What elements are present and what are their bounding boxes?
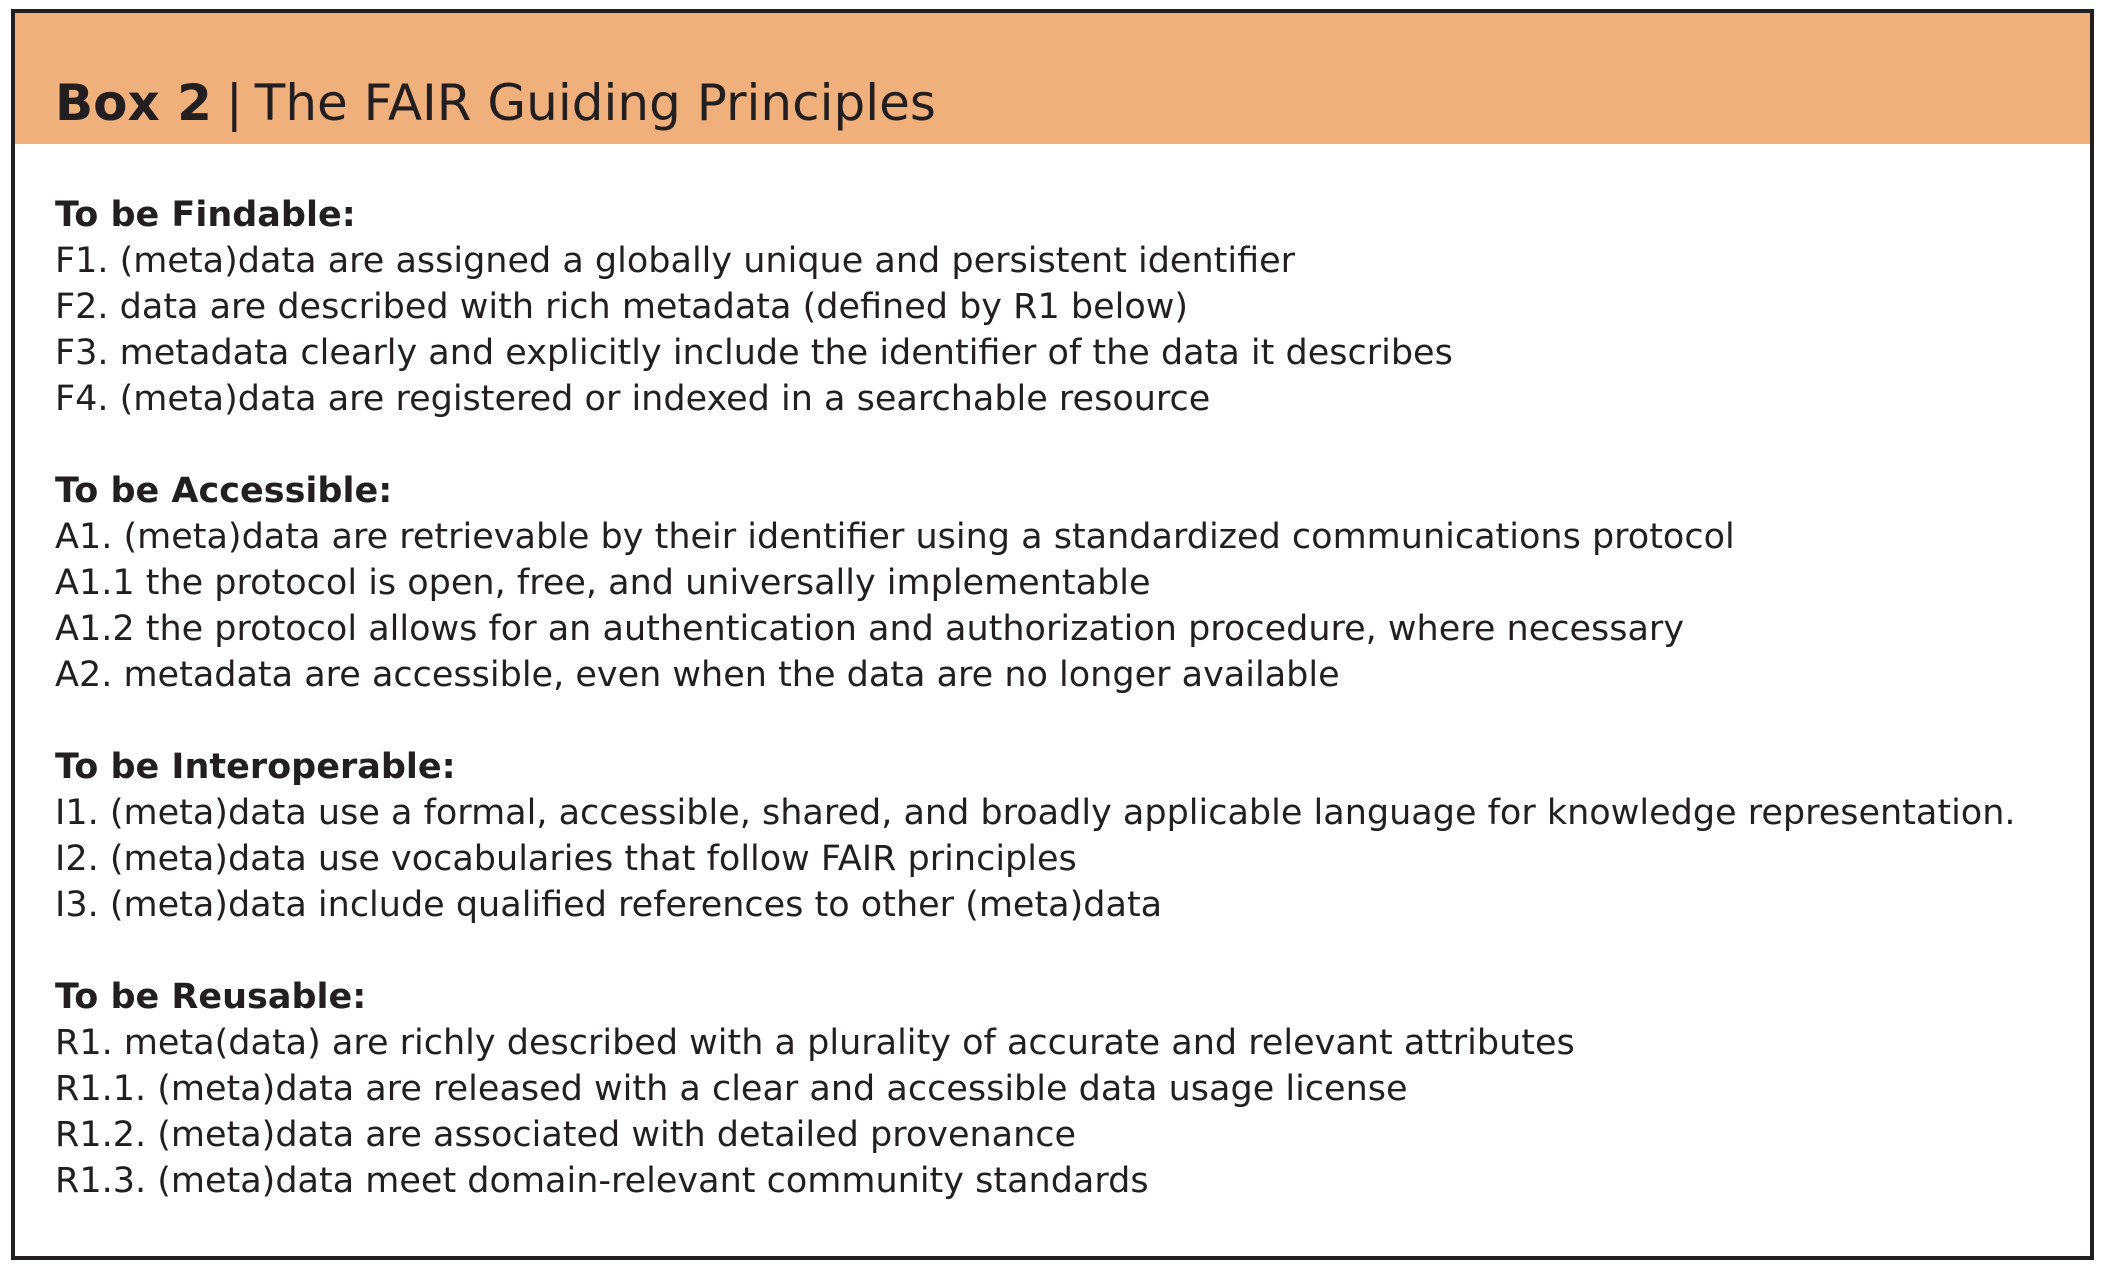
- box-header: [15, 13, 2090, 144]
- principle-a2: A2. metadata are accessible, even when the data are no longer available: [55, 655, 1340, 695]
- principle-a1-2: A1.2 the protocol allows for an authentication and authorization procedure, where necessary: [55, 609, 1685, 649]
- box-title-text: The FAIR Guiding Principles: [254, 74, 936, 132]
- section-heading: To be Findable:: [55, 195, 356, 235]
- box-content: [55, 192, 2070, 1204]
- box-title: [55, 73, 936, 133]
- principle-i1: I1. (meta)data use a formal, accessible, shared, and broadly applicable language for knowledge representation.: [55, 793, 2016, 833]
- box-label: Box 2: [55, 74, 212, 132]
- fair-principles-box: [11, 9, 2094, 1260]
- section-reusable: [55, 974, 2070, 1204]
- principle-a1: A1. (meta)data are retrievable by their identifier using a standardized communications protocol: [55, 517, 1735, 557]
- section-accessible: [55, 468, 2070, 698]
- principle-a1-1: A1.1 the protocol is open, free, and universally implementable: [55, 563, 1151, 603]
- principle-r1: R1. meta(data) are richly described with a plurality of accurate and relevant attributes: [55, 1023, 1575, 1063]
- principle-i2: I2. (meta)data use vocabularies that follow FAIR principles: [55, 839, 1077, 879]
- section-heading: To be Accessible:: [55, 471, 393, 511]
- principle-r1-3: R1.3. (meta)data meet domain-relevant community standards: [55, 1161, 1149, 1201]
- principle-r1-2: R1.2. (meta)data are associated with detailed provenance: [55, 1115, 1077, 1155]
- principle-f3: F3. metadata clearly and explicitly include the identifier of the data it describes: [55, 333, 1453, 373]
- section-heading: To be Reusable:: [55, 977, 367, 1017]
- principle-f1: F1. (meta)data are assigned a globally unique and persistent identifier: [55, 241, 1296, 281]
- principle-i3: I3. (meta)data include qualified references to other (meta)data: [55, 885, 1163, 925]
- title-separator: |: [225, 74, 243, 132]
- section-findable: [55, 192, 2070, 422]
- principle-f2: F2. data are described with rich metadata (defined by R1 below): [55, 287, 1189, 327]
- principle-f4: F4. (meta)data are registered or indexed in a searchable resource: [55, 379, 1211, 419]
- principle-r1-1: R1.1. (meta)data are released with a clear and accessible data usage license: [55, 1069, 1408, 1109]
- section-interoperable: [55, 744, 2070, 928]
- section-heading: To be Interoperable:: [55, 747, 456, 787]
